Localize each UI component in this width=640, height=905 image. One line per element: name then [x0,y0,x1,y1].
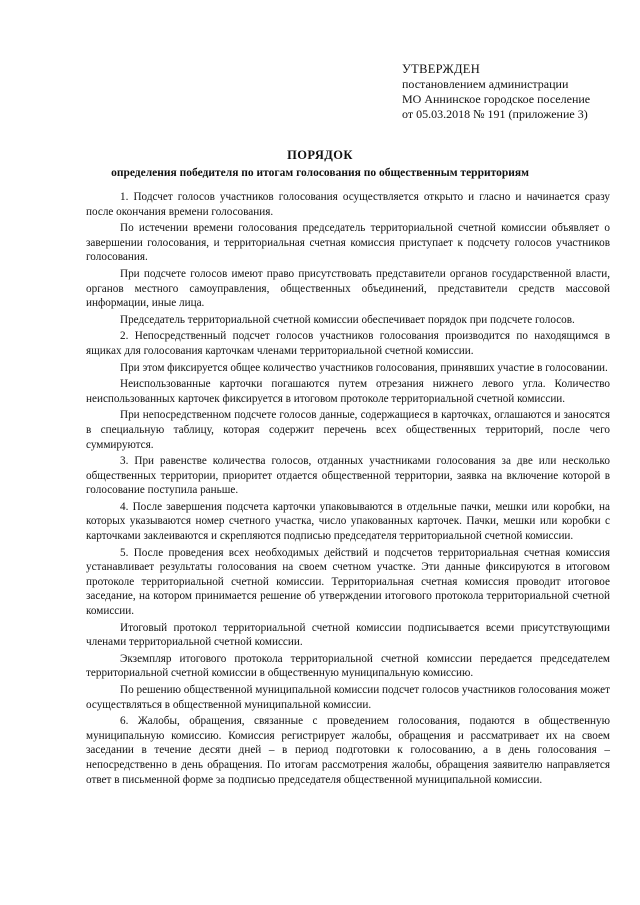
paragraph: Председатель территориальной счетной комиссии обеспечивает порядок при подсчете голосов. [120,313,575,326]
paragraph: Итоговый протокол территориальной счетной комиссии подписывается всеми присутствующими членами территориальной счетной комиссии. [86,621,610,649]
paragraph: По решению общественной муниципальной комиссии подсчет голосов участников голосования может осуществляться в общественной муниципальной комиссии. [86,684,611,711]
document-title: ПОРЯДОК [287,148,353,162]
document-body [86,190,610,789]
approval-stamp [402,62,632,122]
approval-line: постановлением администрации [402,77,569,91]
approval-heading: УТВЕРЖДЕН [402,62,481,76]
approval-line: от 05.03.2018 № 191 (приложение 3) [402,107,588,121]
document-subtitle: определения победителя по итогам голосования по общественным территориям [111,167,529,179]
paragraph: 2. Непосредственный подсчет голосов участников голосования производится по находящимся в ящиках для голосования карточкам членами территориальной счетной комиссии. [86,330,610,357]
paragraph: 4. После завершения подсчета карточки упаковываются в отдельные пачки, мешки или коробки, на которых указываются номер счетного участка, число упакованных карточек. Пачки, мешки или коробки с карточками заклеиваются и скрепляются подписью председателя территориальной счетной комиссии. [86,500,610,543]
approval-line: МО Аннинское городское поселение [402,92,591,106]
paragraph: Экземпляр итогового протокола территориальной счетной комиссии передается председателем территориальной счетной комиссии в общественную муниципальную комиссию. [86,652,610,680]
paragraph: 3. При равенстве количества голосов, отданных участниками голосования за две или несколько общественных территории, приоритет отдается общественной территории, заявка на включение которой в голосование поступила раньше. [86,455,610,497]
paragraph: По истечении времени голосования председатель территориальной счетной комиссии объявляет о завершении голосования, и территориальная счетная комиссия приступает к подсчету голосов участников голосования. [86,222,610,264]
paragraph: При подсчете голосов имеют право присутствовать представители органов государственной власти, органов местного самоуправления, общественных объединений, представители средств массовой информации, иные лица. [86,267,610,310]
paragraph: 1. Подсчет голосов участников голосования осуществляется открыто и гласно и начинается сразу после окончания времени голосования. [86,191,610,218]
paragraph: При непосредственном подсчете голосов данные, содержащиеся в карточках, оглашаются и заносятся в специальную таблицу, которая содержит перечень всех общественных территорий, после чего суммируются. [86,409,610,451]
paragraph: При этом фиксируется общее количество участников голосования, принявших участие в голосовании. [120,361,608,374]
paragraph: Неиспользованные карточки погашаются путем отрезания нижнего левого угла. Количество неиспользованных карточек фиксируется в итоговом протоколе территориальной счетной комиссии. [86,378,610,405]
paragraph: 5. После проведения всех необходимых действий и подсчетов территориальная счетная комиссия устанавливает результаты голосования на своем счетном участке. Эти данные фиксируются в итоговом протоколе территориальной счетной комиссии. Территориальная счетная комиссия проводит итоговое заседание, на котором принимается решение об утверждении итогового протокола территориальной счетной комиссии. [86,546,610,618]
paragraph: 6. Жалобы, обращения, связанные с проведением голосования, подаются в общественную муниципальную комиссию. Комиссия регистрирует жалобы, обращения и рассматривает их на своем заседании в течение десяти дней – в период подготовки к голосованию, а в день голосования – непосредственно в день обращения. По итогам рассмотрения жалобы, обращения заявителю направляется ответ в письменной форме за подписью председателя общественной муниципальной комиссии. [86,715,610,786]
